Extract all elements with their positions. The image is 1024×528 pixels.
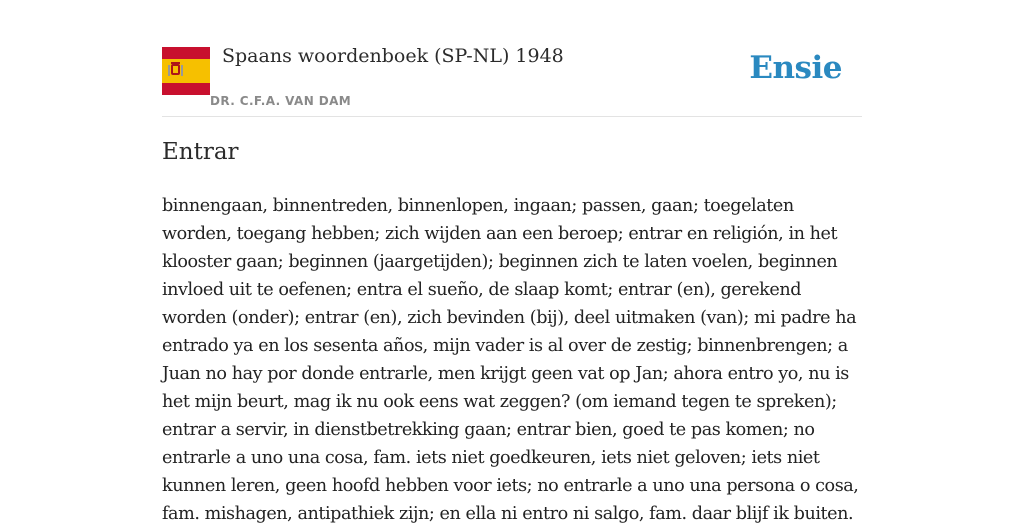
- dictionary-header: [162, 0, 862, 117]
- entry-word: Entrar: [162, 139, 239, 165]
- dictionary-author: DR. C.F.A. VAN DAM: [210, 94, 352, 108]
- dictionary-title[interactable]: Spaans woordenboek (SP-NL) 1948: [222, 45, 564, 67]
- spain-flag-icon: [162, 47, 210, 95]
- ensie-logo-link[interactable]: Ensie: [749, 50, 842, 86]
- entry-definition: binnengaan, binnentreden, binnenlopen, ingaan; passen, gaan; toegelaten worden, toegang hebben; zich wijden aan een beroep; entrar en religión, in het klooster gaan; beginnen (jaargetijden); beginnen zich te laten voelen, beginnen invloed uit te oefenen; entra el sueño, de slaap komt; entrar (en), gerekend worden (onder); entrar (en), zich bevinden (bij), deel uitmaken (van); mi padre ha entrado ya en los sesenta años, mijn vader is al over de zestig; binnenbrengen; a Juan no hay por donde entrarle, men krijgt geen vat op Jan; ahora entro yo, nu is het mijn beurt, mag ik nu ook eens wat zeggen? (om iemand tegen te spreken); entrar a servir, in dienstbetrekking gaan; entrar bien, goed te pas komen; no entrarle a uno una cosa, fam. iets niet goedkeuren, iets niet geloven; iets niet kunnen leren, geen hoofd hebben voor iets; no entrarle a uno una persona o cosa, fam. mishagen, antipathiek zijn; en ella ni entro ni salgo, fam. daar blijf ik buiten.: [162, 196, 859, 524]
